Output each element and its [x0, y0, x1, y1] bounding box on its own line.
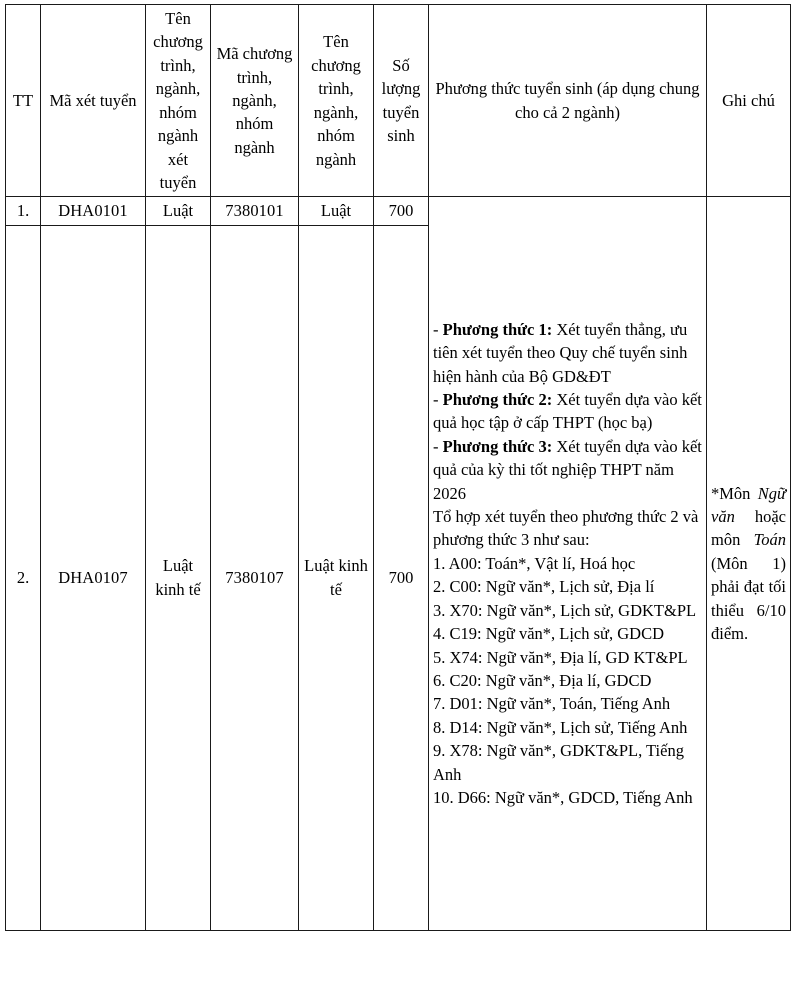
phuong-thuc-content — [433, 318, 702, 810]
cell-ten-chuong-trinh-xet-tuyen: Luật — [146, 197, 211, 225]
cell-tt: 1. — [6, 197, 41, 225]
column-header-ten-chuong-trinh-xet-tuyen: Tên chương trình, ngành, nhóm ngành xét tuyển — [146, 5, 211, 197]
column-header-ma-chuong-trinh: Mã chương trình, ngành, nhóm ngành — [211, 5, 299, 197]
column-header-so-luong-tuyen-sinh: Số lượng tuyển sinh — [374, 5, 429, 197]
cell-ma-chuong-trinh: 7380107 — [211, 225, 299, 930]
to-hop-xet-tuyen-item: 4. C19: Ngữ văn*, Lịch sử, GDCD — [433, 624, 664, 644]
phuong-thuc-block: - Phương thức 2: Xét tuyển dựa vào kết quả học tập ở cấp THPT (học bạ) — [433, 389, 702, 433]
to-hop-xet-tuyen-item: 9. X78: Ngữ văn*, GDKT&PL, Tiếng Anh — [433, 741, 684, 784]
cell-ten-chuong-trinh: Luật — [299, 197, 374, 225]
table-body — [6, 197, 791, 930]
to-hop-xet-tuyen-item: 1. A00: Toán*, Vật lí, Hoá học — [433, 553, 636, 573]
phuong-thuc-block: - Phương thức 3: Xét tuyển dựa vào kết quả của kỳ thi tốt nghiệp THPT năm 2026 — [433, 436, 702, 503]
to-hop-xet-tuyen-item: 10. D66: Ngữ văn*, GDCD, Tiếng Anh — [433, 788, 693, 808]
cell-ten-chuong-trinh-xet-tuyen: Luật kinh tế — [146, 225, 211, 930]
cell-so-luong-tuyen-sinh: 700 — [374, 225, 429, 930]
table-header — [6, 5, 791, 197]
cell-ghi-chu — [707, 197, 791, 930]
to-hop-xet-tuyen-item: 5. X74: Ngữ văn*, Địa lí, GD KT&PL — [433, 647, 688, 667]
admissions-table — [5, 4, 791, 931]
phuong-thuc-block: Tổ hợp xét tuyển theo phương thức 2 và phương thức 3 như sau: — [433, 507, 699, 550]
phuong-thuc-label: Phương thức 1: — [442, 319, 553, 339]
phuong-thuc-block: - Phương thức 1: Xét tuyển thẳng, ưu tiên xét tuyển theo Quy chế tuyển sinh hiện hành của Bộ GD&ĐT — [433, 319, 688, 386]
phuong-thuc-label: Phương thức 3: — [442, 436, 553, 456]
to-hop-xet-tuyen-item: 7. D01: Ngữ văn*, Toán, Tiếng Anh — [433, 694, 671, 714]
column-header-ghi-chu: Ghi chú — [707, 5, 791, 197]
cell-ma-xet-tuyen: DHA0107 — [41, 225, 146, 930]
to-hop-xet-tuyen-item: 8. D14: Ngữ văn*, Lịch sử, Tiếng Anh — [433, 717, 688, 737]
phuong-thuc-label: Phương thức 2: — [442, 389, 553, 409]
to-hop-xet-tuyen-item: 3. X70: Ngữ văn*, Lịch sử, GDKT&PL — [433, 600, 697, 620]
column-header-ten-chuong-trinh: Tên chương trình, ngành, nhóm ngành — [299, 5, 374, 197]
cell-ma-chuong-trinh: 7380101 — [211, 197, 299, 225]
cell-phuong-thuc-tuyen-sinh — [429, 197, 707, 930]
to-hop-xet-tuyen-item: 2. C00: Ngữ văn*, Lịch sử, Địa lí — [433, 577, 655, 597]
ghi-chu-content: *Môn Ngữ văn hoặc môn Toán (Môn 1) phải đạt tối thiểu 6/10 điểm. — [711, 483, 786, 644]
to-hop-xet-tuyen-item: 6. C20: Ngữ văn*, Địa lí, GDCD — [433, 670, 652, 690]
table-row — [6, 197, 791, 225]
column-header-phuong-thuc-tuyen-sinh: Phương thức tuyển sinh (áp dụng chung cho cả 2 ngành) — [429, 5, 707, 197]
ghi-chu-emphasis-mon-1: Ngữ văn — [711, 483, 786, 527]
cell-ma-xet-tuyen: DHA0101 — [41, 197, 146, 225]
column-header-ma-xet-tuyen: Mã xét tuyển — [41, 5, 146, 197]
column-header-tt: TT — [6, 5, 41, 197]
ghi-chu-emphasis-mon-2: Toán — [753, 530, 786, 550]
header-row — [6, 5, 791, 197]
cell-ten-chuong-trinh: Luật kinh tế — [299, 225, 374, 930]
cell-so-luong-tuyen-sinh: 700 — [374, 197, 429, 225]
cell-tt: 2. — [6, 225, 41, 930]
